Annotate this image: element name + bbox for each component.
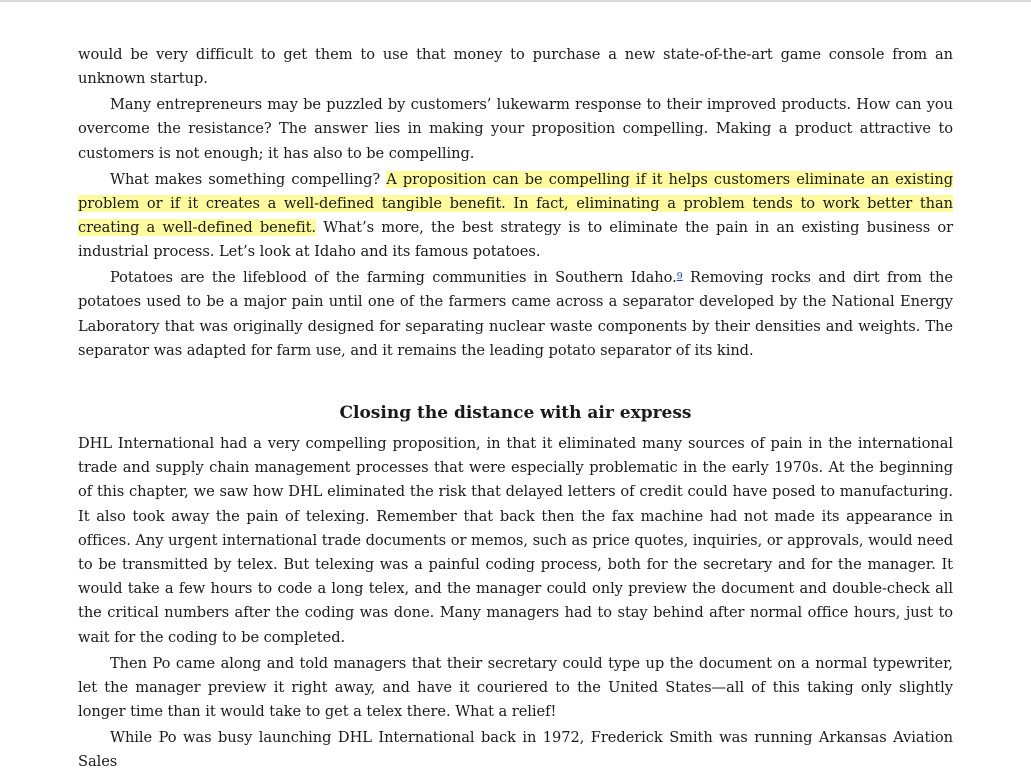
top-border (0, 0, 1031, 2)
paragraph-frederick-smith: While Po was busy launching DHL International back in 1972, Frederick Smith was running Arkansas Aviation Sales (78, 729, 953, 771)
paragraph-potatoes-rest: Removing rocks and dirt from the potatoes used to be a major pain until one of the farmers came across a separator developed by the National Energy Laboratory that was originally designed for separating nuclear waste components by their densities and weights. The separator was adapted for farm use, and it remains the leading potato separator of its kind. (78, 269, 953, 359)
paragraph-potatoes-intro: Potatoes are the lifeblood of the farming communities in Southern Idaho. (110, 269, 677, 287)
paragraph-compelling-intro: What makes something compelling? (110, 170, 387, 188)
paragraph-entrepreneurs: Many entrepreneurs may be puzzled by customers’ lukewarm response to their improved products. How can you overcome the resistance? The answer lies in making your proposition compelling. Making a product attractive to customers is not enough; it has also to be compelling. (78, 96, 953, 162)
highlighted-text[interactable]: A proposition can be compelling if it helps customers eliminate an existing problem or if it creates a well-defined tangible benefit. In fact, eliminating a problem tends to work better than creating a well-defined benefit. (78, 170, 953, 237)
paragraph-continuation: would be very difficult to get them to use that money to purchase a new state-of-the-art game console from an unknown startup. (78, 46, 953, 88)
paragraph-compelling (78, 168, 953, 265)
paragraph-po: Then Po came along and told managers that their secretary could type up the document on a normal typewriter, let the manager preview it right away, and have it couriered to the United States—all of this taking only slightly longer time than it would take to get a telex there. What a relief! (78, 654, 953, 721)
document-page (78, 43, 953, 776)
paragraph-compelling-rest: What’s more, the best strategy is to eliminate the pain in an existing business or industrial process. Let’s look at Idaho and its famous potatoes. (78, 219, 953, 261)
footnote-link[interactable]: 9 (676, 271, 683, 283)
paragraph-potatoes (78, 266, 953, 363)
section-heading: Closing the distance with air express (339, 403, 692, 424)
paragraph-dhl: DHL International had a very compelling proposition, in that it eliminated many sources of pain in the international trade and supply chain management processes that were especially problematic in the early 1970s. At the beginning of this chapter, we saw how DHL eliminated the risk that delayed letters of credit could have posed to manufacturing. It also took away the pain of telexing. Remember that back then the fax machine had not made its appearance in offices. Any urgent international trade documents or memos, such as price quotes, inquiries, or approvals, would need to be transmitted by telex. But telexing was a painful coding process, both for the secretary and for the manager. It would take a few hours to code a long telex, and the manager could only preview the document and double-check all the critical numbers after the coding was done. Many managers had to stay behind after normal office hours, just to wait for the coding to be completed. (78, 435, 953, 646)
